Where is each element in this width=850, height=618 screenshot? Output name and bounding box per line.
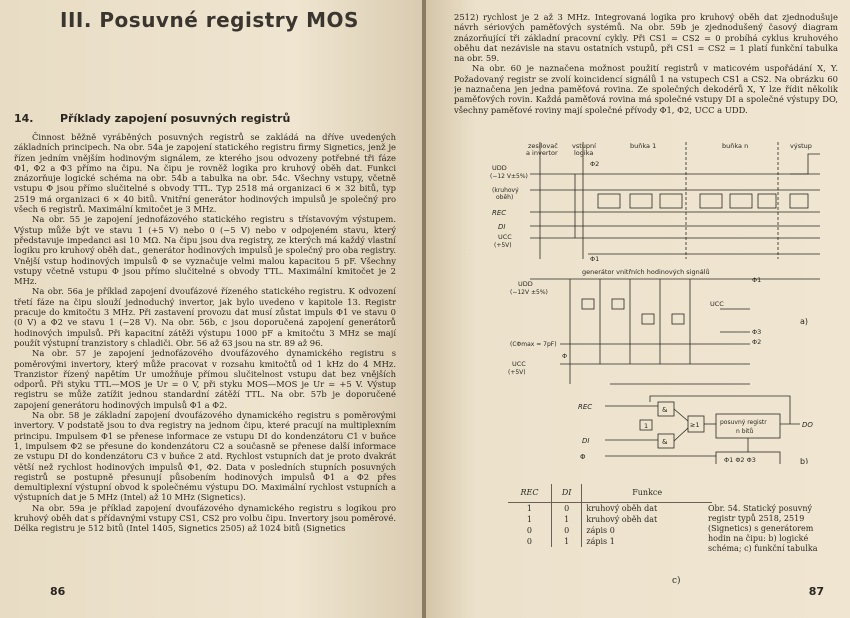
label-udd: UDD bbox=[492, 164, 507, 172]
label-udd-range: (−12 V±5%) bbox=[490, 173, 528, 180]
clock-phases-box: Φ1 Φ2 Φ3 bbox=[724, 456, 756, 464]
paragraph: Na obr. 55 je zapojení jednofázového statického registru s třístavovým výstupem. Výstup může být ve stavu 1 (+5 V) nebo 0 (−5 V) nebo v odpojeném stavu, který představuje impedanci asi 10 MΩ. Na čipu jsou dva registry, ze kterých má každý vlastní logiku pro kruhový oběh dat., generátor hodinových impulsů je společný pro oba registry. Vnější vstup hodinových impulsů Φ se vyznačuje velmi malou kapacitou 5 pF. Všechny vstupy včetně vstupu Φ jsou přímo slučitelné s obvody TTL. Maximální kmitočet je 2 MHz. bbox=[14, 214, 396, 287]
label-figure-a: a) bbox=[800, 317, 809, 326]
label-figure-c: c) bbox=[672, 576, 681, 586]
table-cell: zápis 1 bbox=[586, 537, 615, 546]
paragraph: Na obr. 59a je příklad zapojení dvoufázového dynamického registru s logikou pro kruhový oběh dat s přídavnými vstupy CS1, CS2 pro volbu čipu. Invertory jsou poměrové. Délka registru je 512 bitů (Intel 1405, Signetics 2505) až 1024 bitů (Signetics bbox=[14, 502, 396, 534]
label-cphi: (CΦmax = 7pF) bbox=[510, 341, 557, 348]
table-row bbox=[508, 503, 712, 515]
label-ucc-voltage: (+5V) bbox=[494, 242, 512, 249]
paragraph: Na obr. 60 je naznačena možnost použití registrů v maticovém uspořádání X, Y. Požadovaný registr se zvolí koincidencí signálů 1 na vstupech CS1 a CS2. Na obrázku 60 je naznačena jen jedna paměťová rovina. Ze společných dekodérů X, Y lze řídit několik paměťových rovin. Každá paměťová rovina má společné vstupy DI a společné výstupy DO, všechny paměťové roviny mají společné přívody Φ1, Φ2, UCC a UDD. bbox=[454, 63, 838, 115]
label-phi-b: Φ bbox=[580, 453, 586, 461]
or-gate: ≥1 bbox=[690, 421, 700, 429]
paragraph: 2512) rychlost je 2 až 3 MHz. Integrovaná logika pro kruhový oběh dat zjednodušuje návrh sériových paměťových systémů. Na obr. 59b je zjednodušený časový diagram znázorňující tři základní pracovní cykly. Při CS1 = CS2 = 0 probíhá cyklus kruhového oběhu dat nezávisle na stavu ostatních vstupů, při CS1 = CS2 = 1 platí funkční tabulka na obr. 59. bbox=[454, 12, 838, 64]
schematic-b-labels bbox=[578, 403, 813, 464]
table-cell: kruhový oběh dat bbox=[586, 515, 658, 524]
label-phi2: Φ2 bbox=[590, 160, 600, 168]
figure-caption: Obr. 54. Statický posuvný registr typů 2518, 2519 (Signetics) s generátorem hodin na čipu: b) logické schéma; c) funkční tabulka bbox=[708, 504, 818, 553]
shift-register-bits: n bitů bbox=[736, 428, 754, 435]
right-page bbox=[426, 0, 850, 618]
label-do: DO bbox=[802, 421, 813, 429]
table-cell: 1 bbox=[551, 536, 581, 547]
paragraph: Na obr. 57 je zapojení jednofázového dvoufázového dynamického registru s poměrovými invertory, který může pracovat v rozsahu kmitočtů od 1 kHz do 4 MHz. Tranzistor řízený napětím Ur umožňuje přímou slučitelnost vstupu dat bez vnějších odporů. Při styku TTL—MOS je Ur = 0 V, při styku MOS—MOS je Ur = +5 V. Výstup registru se může zatížit jednou standardní zátěží TTL. Na obr. 57b je doporučené zapojení generátoru hodinových impulsů Φ1 a Φ2. bbox=[14, 348, 396, 410]
label-di-b: DI bbox=[582, 437, 590, 445]
label-phi1: Φ1 bbox=[590, 255, 600, 263]
section-number: 14. bbox=[14, 112, 34, 125]
circuit-diagram bbox=[490, 134, 840, 464]
label-rec-b: REC bbox=[578, 403, 593, 411]
label-udd-2-range: (−12V ±5%) bbox=[510, 289, 548, 296]
label-invertor-2: a invertor bbox=[526, 149, 558, 157]
label-di: DI bbox=[498, 223, 506, 231]
label-ucc: UCC bbox=[498, 233, 512, 241]
schematic-a-lines bbox=[530, 142, 820, 464]
shift-register-label: posuvný registr bbox=[720, 419, 767, 426]
label-circulation: (kruhový bbox=[492, 187, 519, 194]
table-cell: 0 bbox=[508, 525, 551, 536]
label-phi1-out: Φ1 bbox=[752, 276, 762, 284]
section-heading bbox=[14, 112, 290, 125]
label-input-logic: vstupní bbox=[572, 142, 596, 150]
function-table bbox=[508, 484, 712, 547]
label-invertor: zesilovač bbox=[528, 142, 558, 150]
table-cell: kruhový oběh dat bbox=[586, 504, 658, 513]
label-circulation-2: oběh) bbox=[496, 194, 514, 201]
label-cell-n: buňka n bbox=[722, 142, 749, 150]
table-row bbox=[508, 525, 712, 536]
label-ucc-2: UCC bbox=[710, 300, 724, 308]
chapter-title: III. Posuvné registry MOS bbox=[60, 8, 359, 32]
table-cell: 1 bbox=[508, 514, 551, 525]
label-rec: REC bbox=[492, 209, 507, 217]
paragraph: Na obr. 56a je příklad zapojení dvoufázové řízeného statického registru. K odvození třetí fáze na čipu slouží jednoduchý invertor, jak bylo uvedeno v kapitole 13. Registr pracuje do kmitočtu 3 MHz. Při zastavení provozu dat musí zůstat impuls Φ1 ve stavu 0 (0 V) a Φ2 ve stavu 1 (−28 V). Na obr. 56b, c jsou doporučená zapojení generátorů hodinových impulsů. Při kapacitní zátěži výstupu 1000 pF a kmitočtu 3 MHz se mají použít výstupní tranzistory s chladiči. Obr. 56 až 63 jsou na str. 89 až 96. bbox=[14, 286, 396, 348]
page-number: 86 bbox=[50, 585, 66, 598]
label-clock-generator: generátor vnitřních hodinových signálů bbox=[582, 268, 710, 276]
table-header: REC bbox=[508, 484, 551, 503]
left-page bbox=[0, 0, 424, 618]
right-body-text bbox=[454, 12, 838, 127]
schematic-a-labels bbox=[490, 142, 812, 376]
inverter-gate: 1 bbox=[644, 422, 649, 430]
label-output: výstup bbox=[790, 142, 812, 150]
table-row bbox=[508, 514, 712, 525]
label-cell-1: buňka 1 bbox=[630, 142, 657, 150]
page-number: 87 bbox=[808, 585, 824, 598]
and-gate-2: & bbox=[662, 438, 668, 446]
and-gate-1: & bbox=[662, 406, 668, 414]
table-row bbox=[508, 536, 712, 547]
table-cell: 0 bbox=[551, 503, 581, 515]
paragraph: Na obr. 58 je základní zapojení dvoufázového dynamického registru s poměrovými invertory. V podstatě jsou to dva registry na jednom čipu, které pracují na multiplexním principu. Impulsem Φ1 se přenese informace ze vstupu DI do kondenzátoru C1 v buňce 1, impulsem Φ2 se přesune do kondenzátoru C2 a současně se přenese další informace ze vstupu DI do kondenzátoru C3 v buňce 2 atd. Rychlost vstupních dat je proto dvakrát větší než rychlost hodinových impulsů Φ1, Φ2. Data v posledních stupních posuvných registrů se postupně přesunují působením hodinových impulsů Φ1 a Φ2 přes demultiplexní výstupní obvod k společnému výstupu DO. Maximální rychlost vstupních a výstupních dat je 5 MHz (Intel) až 10 MHz (Signetics). bbox=[14, 410, 396, 503]
label-ucc-3: UCC bbox=[512, 360, 526, 368]
label-figure-b: b) bbox=[800, 457, 809, 464]
paragraph: Činnost běžně vyráběných posuvných registrů se zakládá na dříve uvedených základních principech. Na obr. 54a je zapojení statického registru firmy Signetics, jenž je řízen jedním vnějším hodinovým signálem, ze kterého jsou odvozeny potřebné tři fáze Φ1, Φ2 a Φ3 přímo na čipu. Na čipu je rovněž logika pro kruhový oběh dat. Funkci znázorňuje logické schéma na obr. 54b a tabulka na obr. 54c. Všechny vstupy, včetně vstupu Φ jsou přímo slučitelné s obvody TTL. Typ 2518 má organizaci 6 × 32 bitů, typ 2519 má organizaci 6 × 40 bitů. Vnitřní generátor hodinových impulsů je společný pro všech 6 registrů. Maximální kmitočet je 3 MHz. bbox=[14, 132, 396, 215]
table-header: Funkce bbox=[582, 484, 712, 503]
label-phi-input: Φ bbox=[562, 352, 568, 360]
table-cell: zápis 0 bbox=[586, 526, 615, 535]
left-body-text bbox=[14, 132, 396, 580]
table-cell: 0 bbox=[551, 525, 581, 536]
label-phi3: Φ3 bbox=[752, 328, 762, 336]
table-header: DI bbox=[551, 484, 581, 503]
section-title: Příklady zapojení posuvných registrů bbox=[60, 112, 291, 125]
table-cell: 0 bbox=[508, 536, 551, 547]
table-cell: 1 bbox=[551, 514, 581, 525]
label-input-logic-2: logika bbox=[574, 149, 594, 157]
table-cell: 1 bbox=[508, 503, 551, 515]
label-ucc-3-voltage: (+5V) bbox=[508, 369, 526, 376]
label-udd-2: UDD bbox=[518, 280, 533, 288]
label-phi2-out: Φ2 bbox=[752, 338, 762, 346]
